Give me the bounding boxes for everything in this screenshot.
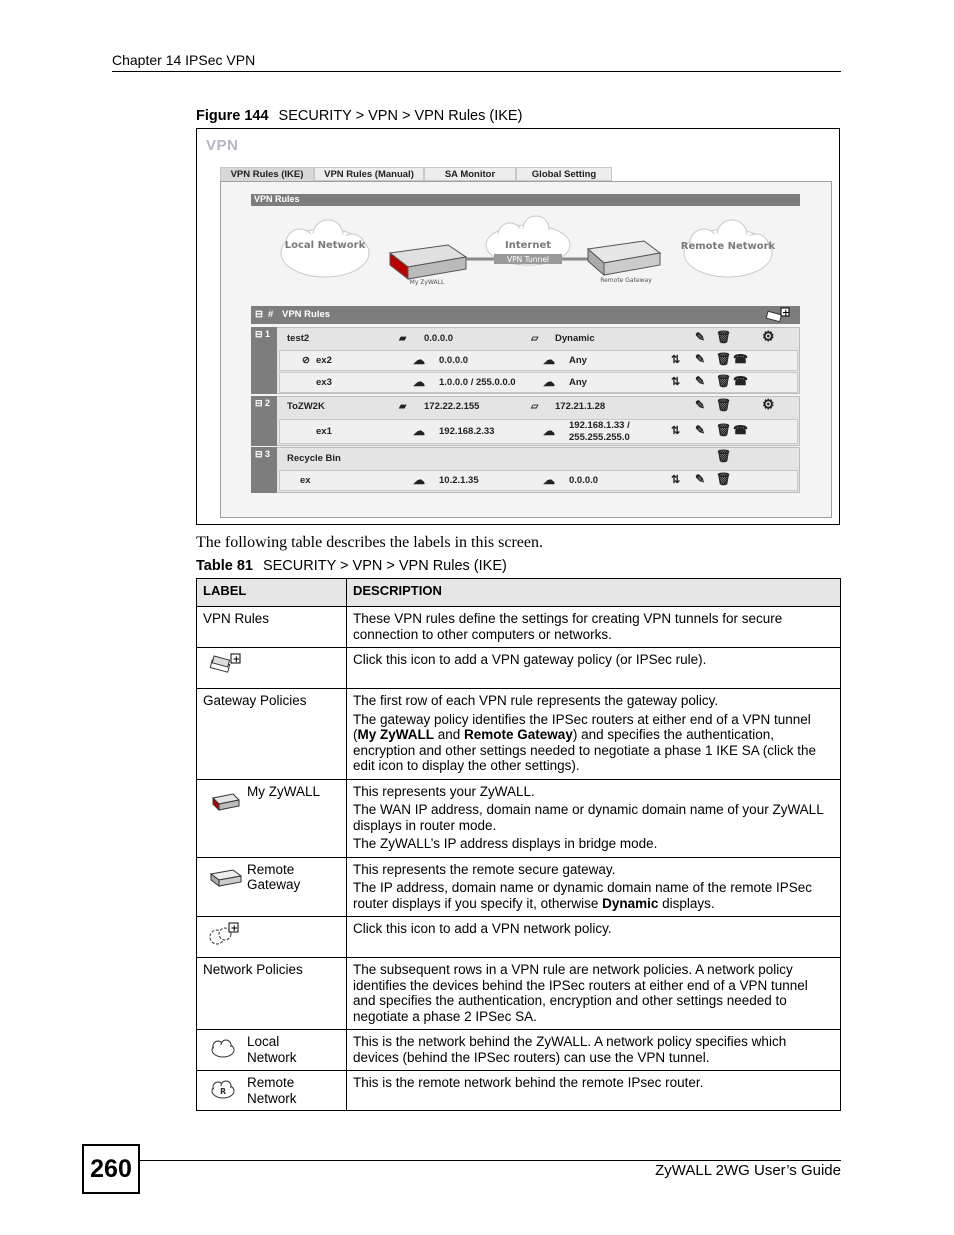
inactive-icon: ⊘ bbox=[302, 355, 310, 366]
delete-icon[interactable]: 🗑 bbox=[716, 449, 732, 463]
dial-icon[interactable]: ☎ bbox=[733, 374, 748, 388]
row-description bbox=[347, 689, 841, 780]
delete-icon[interactable]: 🗑 bbox=[716, 423, 732, 437]
local-network-icon: ☁ bbox=[413, 375, 425, 389]
desc-paragraph: The IP address, domain name or dynamic domain name of the remote IPSec router displays if you specify it, otherwise Dynamic displays. bbox=[353, 880, 812, 911]
figure-caption-text: SECURITY > VPN > VPN Rules (IKE) bbox=[278, 108, 523, 124]
row-label: VPN Rules bbox=[197, 607, 347, 648]
remote-network-icon: ☁ bbox=[543, 473, 555, 487]
my-zywall-device-icon bbox=[390, 245, 466, 279]
section-bar-title: VPN Rules bbox=[254, 194, 300, 204]
row-description: These VPN rules define the settings for creating VPN tunnels for secure connection to other computers or networks. bbox=[347, 607, 841, 648]
svg-text:+: + bbox=[230, 924, 239, 934]
label-description-table bbox=[196, 578, 841, 1111]
rule-number-cell bbox=[251, 447, 277, 493]
delete-icon[interactable]: 🗑 bbox=[716, 352, 732, 366]
remote-gateway-label: Remote Gateway bbox=[600, 277, 652, 284]
my-zywall-icon bbox=[203, 784, 247, 812]
delete-icon[interactable]: 🗑 bbox=[716, 398, 732, 412]
rule-number[interactable]: ⊟ 2 bbox=[255, 398, 271, 408]
local-gateway-address: 0.0.0.0 bbox=[424, 333, 454, 344]
remote-network-icon: ☁ bbox=[543, 353, 555, 367]
desc-paragraph: The gateway policy identifies the IPSec routers at either end of a VPN tunnel (My ZyWALL and Remote Gateway) and specifies the authentication, encryption and other settings needed to negotiate a phase 1 IKE SA (click the edit icon to display the other settings). bbox=[353, 711, 817, 773]
row-label bbox=[197, 648, 347, 689]
remote-network-address: Any bbox=[569, 355, 587, 366]
header-hash: # bbox=[268, 309, 274, 320]
tab-sa-monitor[interactable]: SA Monitor bbox=[424, 167, 516, 181]
desc-paragraph: The WAN IP address, domain name or dynamic domain name of your ZyWALL displays in router mode. bbox=[353, 802, 824, 833]
header-rule bbox=[112, 71, 841, 72]
move-icon[interactable]: ⇅ bbox=[671, 425, 681, 437]
vpn-diagram bbox=[270, 215, 790, 295]
edit-icon[interactable]: ✎ bbox=[695, 472, 706, 486]
screen-title: VPN bbox=[206, 137, 239, 154]
policy-name: ex bbox=[300, 475, 311, 486]
tab-vpn-rules-manual[interactable]: VPN Rules (Manual) bbox=[314, 167, 424, 181]
tab-global-setting[interactable]: Global Setting bbox=[516, 167, 612, 181]
row-description: Click this icon to add a VPN gateway policy (or IPSec rule). bbox=[347, 648, 841, 689]
edit-icon[interactable]: ✎ bbox=[695, 398, 706, 412]
move-icon[interactable]: ⇅ bbox=[671, 376, 681, 388]
local-network-icon bbox=[203, 1034, 247, 1062]
figure-caption bbox=[196, 108, 522, 124]
row-label: Network Policies bbox=[197, 958, 347, 1030]
add-gateway-policy-icon bbox=[203, 652, 243, 678]
delete-icon[interactable]: 🗑 bbox=[716, 374, 732, 388]
rule-number-cell bbox=[251, 396, 277, 446]
chapter-header: Chapter 14 IPSec VPN bbox=[112, 52, 256, 68]
row-description bbox=[347, 857, 841, 917]
row-description: Click this icon to add a VPN network policy. bbox=[347, 917, 841, 958]
intro-text: The following table describes the labels in this screen. bbox=[196, 534, 544, 551]
add-gateway-policy-icon[interactable] bbox=[765, 307, 791, 323]
rule-number[interactable]: ⊟ 3 bbox=[255, 449, 271, 459]
local-network-icon: ☁ bbox=[413, 353, 425, 367]
delete-icon[interactable]: 🗑 bbox=[716, 330, 732, 344]
add-network-policy-icon bbox=[203, 921, 243, 947]
guide-title: ZyWALL 2WG User’s Guide bbox=[655, 1162, 841, 1179]
table-row bbox=[197, 689, 841, 780]
row-description: This is the remote network behind the remote IPsec router. bbox=[347, 1071, 841, 1111]
remote-gateway-icon: ▱ bbox=[531, 401, 539, 412]
table-header-row bbox=[197, 579, 841, 607]
row-label: Local Network bbox=[197, 1030, 347, 1071]
row-description: The subsequent rows in a VPN rule are network policies. A network policy identifies the devices behind the IPSec routers at either end of a VPN tunnel and specifies the authentication, encryption and other settings needed to negotiate a phase 2 IPSec SA. bbox=[347, 958, 841, 1030]
tab-bar bbox=[220, 167, 612, 182]
rule-name: ToZW2K bbox=[287, 401, 325, 412]
remote-network-address: 192.168.1.33 / bbox=[569, 420, 630, 431]
delete-icon[interactable]: 🗑 bbox=[716, 472, 732, 486]
desc-paragraph: The first row of each VPN rule represents the gateway policy. bbox=[353, 693, 719, 708]
local-network-icon: ☁ bbox=[413, 473, 425, 487]
local-gateway-address: 172.22.2.155 bbox=[424, 401, 480, 412]
remote-network-address: Any bbox=[569, 377, 587, 388]
local-network-icon: ☁ bbox=[413, 424, 425, 438]
remote-gateway-icon bbox=[203, 862, 247, 890]
row-label: Remote Gateway bbox=[197, 857, 347, 917]
row-label bbox=[197, 917, 347, 958]
rule-number-cell bbox=[251, 327, 277, 394]
policy-name: ex1 bbox=[316, 426, 332, 437]
remote-network-icon bbox=[203, 1075, 247, 1103]
footer-rule bbox=[140, 1160, 841, 1161]
table-row bbox=[197, 779, 841, 857]
my-zywall-label: My ZyWALL bbox=[409, 279, 445, 286]
table-row bbox=[197, 958, 841, 1030]
page-number: 260 bbox=[82, 1144, 140, 1194]
header-vpn-rules: VPN Rules bbox=[282, 309, 331, 320]
remote-gateway-device-icon bbox=[588, 241, 660, 275]
table-row bbox=[197, 857, 841, 917]
remote-network-icon: ☁ bbox=[543, 424, 555, 438]
rule-number[interactable]: ⊟ 1 bbox=[255, 329, 271, 339]
remote-network-address: 0.0.0.0 bbox=[569, 475, 599, 486]
svg-text:+: + bbox=[232, 655, 241, 665]
table-caption-text: SECURITY > VPN > VPN Rules (IKE) bbox=[262, 558, 507, 574]
local-network-address: 0.0.0.0 bbox=[439, 355, 469, 366]
svg-text:+: + bbox=[782, 308, 790, 319]
row-description: This is the network behind the ZyWALL. A network policy specifies which devices (behind the IPSec routers) can use the VPN tunnel. bbox=[347, 1030, 841, 1071]
table-row bbox=[197, 648, 841, 689]
desc-paragraph: This represents the remote secure gateway. bbox=[353, 861, 616, 877]
collapse-all-icon[interactable]: ⊟ bbox=[255, 309, 263, 320]
remote-network-label: Remote Network bbox=[680, 241, 776, 252]
local-network-label: Local Network bbox=[284, 240, 366, 251]
edit-icon[interactable]: ✎ bbox=[695, 423, 706, 437]
svg-text:R: R bbox=[220, 1087, 227, 1096]
col-label: LABEL bbox=[197, 579, 347, 607]
my-zywall-icon: ▰ bbox=[399, 333, 407, 344]
edit-icon[interactable]: ✎ bbox=[695, 352, 706, 366]
row-label: R Remote Network bbox=[197, 1071, 347, 1111]
remote-gateway-icon: ▱ bbox=[531, 333, 539, 344]
local-network-address: 1.0.0.0 / 255.0.0.0 bbox=[439, 377, 516, 388]
table-row bbox=[197, 1030, 841, 1071]
figure-label: Figure 144 bbox=[196, 108, 269, 124]
policy-name: ex2 bbox=[316, 355, 332, 366]
remote-network-mask: 255.255.255.0 bbox=[569, 432, 630, 443]
add-network-policy-icon[interactable]: ⚙ bbox=[762, 396, 775, 412]
table-caption bbox=[196, 558, 507, 574]
dial-icon[interactable]: ☎ bbox=[733, 423, 748, 437]
section-bar bbox=[251, 194, 800, 206]
desc-paragraph: This represents your ZyWALL. bbox=[353, 783, 535, 799]
local-network-address: 10.2.1.35 bbox=[439, 475, 479, 486]
table-row bbox=[197, 917, 841, 958]
my-zywall-icon: ▰ bbox=[399, 401, 407, 412]
desc-paragraph: The ZyWALL’s IP address displays in bridge mode. bbox=[353, 836, 658, 851]
table-label: Table 81 bbox=[196, 558, 253, 574]
edit-icon[interactable]: ✎ bbox=[695, 374, 706, 388]
rules-table-header bbox=[251, 306, 800, 324]
internet-label: Internet bbox=[504, 240, 552, 251]
row-description bbox=[347, 779, 841, 857]
policy-name: ex3 bbox=[316, 377, 332, 388]
rule-name: test2 bbox=[287, 333, 310, 344]
move-icon[interactable]: ⇅ bbox=[671, 354, 681, 366]
table-row bbox=[197, 1071, 841, 1111]
move-icon[interactable]: ⇅ bbox=[671, 474, 681, 486]
vpn-tunnel-label: VPN Tunnel bbox=[506, 255, 550, 264]
tab-vpn-rules-ike[interactable]: VPN Rules (IKE) bbox=[220, 167, 314, 181]
remote-gateway-address: Dynamic bbox=[555, 333, 595, 344]
col-description: DESCRIPTION bbox=[347, 579, 841, 607]
remote-network-icon: ☁ bbox=[543, 375, 555, 389]
table-row bbox=[197, 607, 841, 648]
rule-name: Recycle Bin bbox=[287, 453, 341, 464]
local-network-address: 192.168.2.33 bbox=[439, 426, 495, 437]
dial-icon[interactable]: ☎ bbox=[733, 352, 748, 366]
row-label: My ZyWALL bbox=[197, 779, 347, 857]
remote-gateway-address: 172.21.1.28 bbox=[555, 401, 606, 412]
add-network-policy-icon[interactable]: ⚙ bbox=[762, 328, 775, 344]
edit-icon[interactable]: ✎ bbox=[695, 330, 706, 344]
row-label: Gateway Policies bbox=[197, 689, 347, 780]
